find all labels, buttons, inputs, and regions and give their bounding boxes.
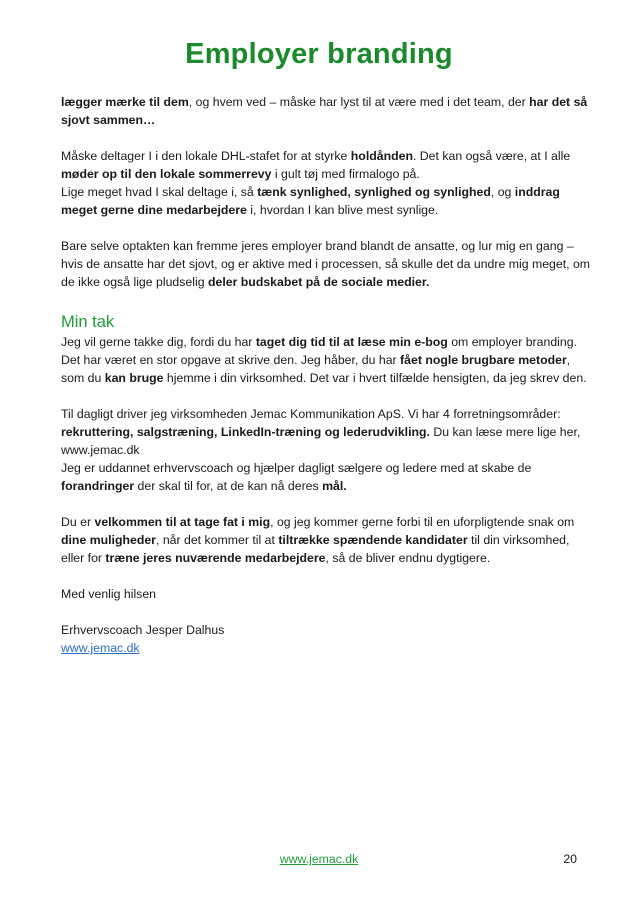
section-heading: Min tak [61,313,115,331]
website-link[interactable]: www.jemac.dk [61,641,140,655]
signature: Erhvervscoach Jesper Dalhus [61,623,225,637]
section-paragraph-1: Jeg vil gerne takke dig, fordi du har taget dig tid til at læse min e-bog om employer branding. Det har været en stor opgave at skrive den. Jeg håber, du har fået nogle brugbare metoder, som du kan bruge hjemme i din virksomhed. Det var i hvert tilfælde hensigten, da jeg skrev den. [61,335,587,385]
body-text [61,93,591,657]
footer-website-link[interactable]: www.jemac.dk [279,852,359,866]
page-number: 20 [563,852,577,866]
section-paragraph-3: Du er velkommen til at tage fat i mig, og jeg kommer gerne forbi til en uforpligtende snak om dine muligheder, når det kommer til at tiltrække spændende kandidater til din virksomhed, eller for træne jeres nuværende medarbejdere, så de bliver endnu dygtigere. [61,515,575,565]
section-paragraph-2: Til dagligt driver jeg virksomheden Jemac Kommunikation ApS. Vi har 4 forretningsområder: rekruttering, salgstræning, LinkedIn-træning og lederudvikling. Du kan læse mere lige her, www.jemac.dk Jeg er uddannet erhvervscoach og hjælper dagligt sælgere og ledere med at skabe de forandringer der skal til for, at de kan nå deres mål. [61,407,581,493]
intro-paragraph-1: lægger mærke til dem, og hvem ved – måske har lyst til at være med i det team, der har det så sjovt sammen… [61,95,588,127]
closing-text: Med venlig hilsen [61,587,157,601]
intro-paragraph-3: Bare selve optakten kan fremme jeres employer brand blandt de ansatte, og lur mig en gang – hvis de ansatte har det sjovt, og er aktive med i processen, så skulle det da undre mig meget, om de ikke også lige pludselig deler budskabet på de sociale medier. [61,239,591,289]
page-title: Employer branding [185,38,453,70]
intro-paragraph-2: Måske deltager I i den lokale DHL-stafet for at styrke holdånden. Det kan også være, at I alle møder op til den lokale sommerrevy i gult tøj med firmalogo på. Lige meget hvad I skal deltage i, så tænk synlighed, synlighed og synlighed, og inddrag meget gerne dine medarbejdere i, hvordan I kan blive mest synlige. [61,149,571,217]
